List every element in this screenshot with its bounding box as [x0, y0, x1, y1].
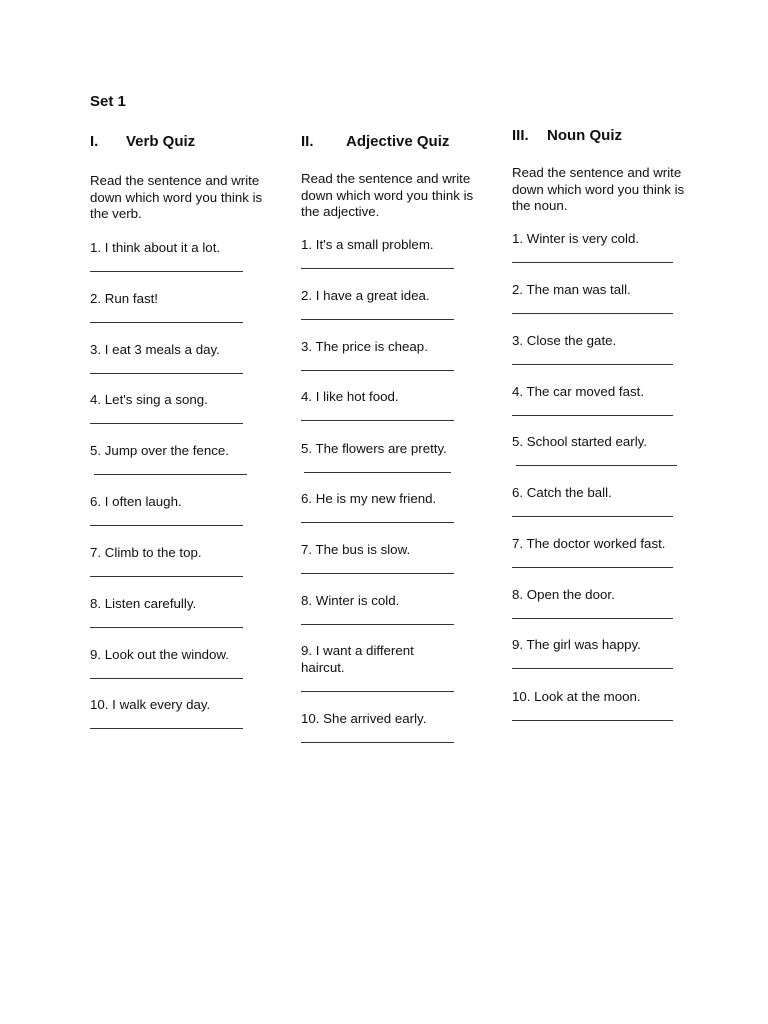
instructions: Read the sentence and write down which word you think is the verb.: [90, 173, 263, 221]
answer-line[interactable]: [90, 271, 243, 272]
answer-line[interactable]: [512, 618, 673, 619]
question-item: 5. The flowers are pretty.: [301, 441, 447, 456]
adjective-quiz-section: [301, 133, 501, 753]
verb-quiz-heading: [90, 133, 290, 153]
question-item: 4. Let's sing a song.: [90, 392, 208, 407]
question-item: 1. It's a small problem.: [301, 237, 434, 252]
question-item: 3. Close the gate.: [512, 333, 617, 348]
question-item: 10. I walk every day.: [90, 697, 211, 712]
answer-line[interactable]: [301, 624, 454, 625]
noun-quiz-heading: [512, 127, 712, 147]
answer-line[interactable]: [90, 423, 243, 424]
question-item: 7. The bus is slow.: [301, 542, 411, 557]
answer-line[interactable]: [90, 525, 243, 526]
question-item: 6. He is my new friend.: [301, 491, 437, 506]
instructions: Read the sentence and write down which word you think is the adjective.: [301, 171, 474, 219]
question-item: 2. I have a great idea.: [301, 288, 430, 303]
question-item: 7. Climb to the top.: [90, 545, 202, 560]
answer-line[interactable]: [90, 576, 243, 577]
answer-line[interactable]: [90, 728, 243, 729]
answer-line[interactable]: [512, 516, 673, 517]
noun-quiz-section: [512, 127, 712, 747]
answer-line[interactable]: [516, 465, 677, 466]
question-item: 6. Catch the ball.: [512, 485, 612, 500]
answer-line[interactable]: [301, 691, 454, 692]
question-item: 7. The doctor worked fast.: [512, 536, 666, 551]
instructions: Read the sentence and write down which word you think is the noun.: [512, 165, 685, 213]
question-item: 3. The price is cheap.: [301, 339, 428, 354]
answer-line[interactable]: [512, 720, 673, 721]
section-title: Noun Quiz: [547, 127, 622, 144]
question-item: 9. Look out the window.: [90, 647, 229, 662]
question-item: 1. Winter is very cold.: [512, 231, 640, 246]
answer-line[interactable]: [301, 742, 454, 743]
answer-line[interactable]: [90, 373, 243, 374]
question-item: 8. Open the door.: [512, 587, 615, 602]
answer-line[interactable]: [512, 313, 673, 314]
question-item: 5. School started early.: [512, 434, 648, 449]
answer-line[interactable]: [301, 268, 454, 269]
section-title: Verb Quiz: [126, 133, 196, 150]
section-title: Adjective Quiz: [346, 133, 450, 150]
section-numeral: II.: [301, 133, 314, 150]
answer-line[interactable]: [512, 668, 673, 669]
question-item: 8. Winter is cold.: [301, 593, 400, 608]
question-item: 1. I think about it a lot.: [90, 240, 221, 255]
answer-line[interactable]: [301, 319, 454, 320]
question-item: 6. I often laugh.: [90, 494, 182, 509]
adjective-quiz-heading: [301, 133, 501, 153]
section-numeral: III.: [512, 127, 529, 144]
answer-line[interactable]: [301, 420, 454, 421]
answer-line[interactable]: [90, 678, 243, 679]
answer-line[interactable]: [304, 472, 451, 473]
answer-line[interactable]: [512, 364, 673, 365]
question-item: 4. I like hot food.: [301, 389, 399, 404]
question-item: 2. The man was tall.: [512, 282, 631, 297]
answer-line[interactable]: [512, 415, 673, 416]
answer-line[interactable]: [301, 370, 454, 371]
question-item: 8. Listen carefully.: [90, 596, 197, 611]
answer-line[interactable]: [90, 322, 243, 323]
question-item: 5. Jump over the fence.: [90, 443, 229, 458]
question-item: 9. I want a different haircut.: [301, 643, 414, 675]
question-item: 2. Run fast!: [90, 291, 158, 306]
answer-line[interactable]: [90, 627, 243, 628]
answer-line[interactable]: [301, 522, 454, 523]
set-title: Set 1: [90, 93, 126, 110]
question-item: 4. The car moved fast.: [512, 384, 645, 399]
question-item: 10. She arrived early.: [301, 711, 427, 726]
question-item: 9. The girl was happy.: [512, 637, 641, 652]
section-numeral: I.: [90, 133, 99, 150]
question-item: 3. I eat 3 meals a day.: [90, 342, 220, 357]
answer-line[interactable]: [301, 573, 454, 574]
question-item: 10. Look at the moon.: [512, 689, 641, 704]
verb-quiz-section: [90, 133, 290, 753]
answer-line[interactable]: [94, 474, 247, 475]
answer-line[interactable]: [512, 567, 673, 568]
answer-line[interactable]: [512, 262, 673, 263]
